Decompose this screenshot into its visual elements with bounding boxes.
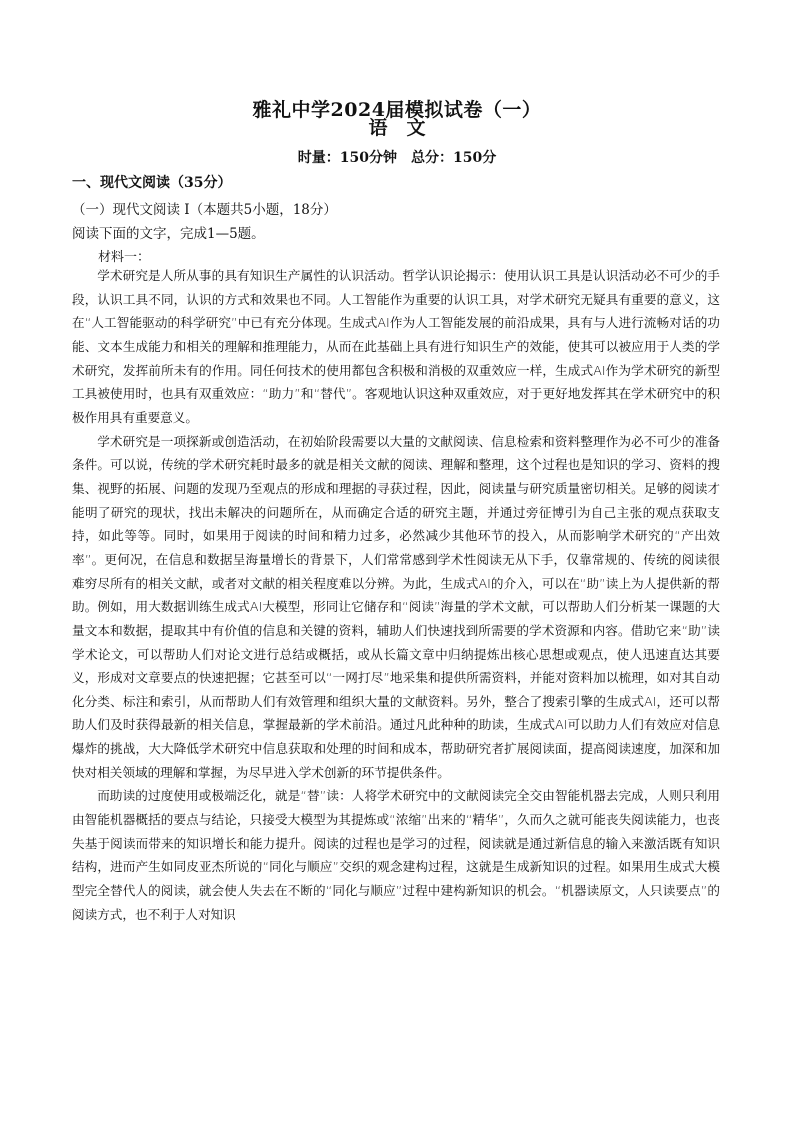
paragraph-2: 学术研究是一项探新或创造活动，在初始阶段需要以大量的文献阅读、信息检索和资料整理作为必不可少的准备条件。可以说，传统的学术研究耗时最多的就是相关文献的阅读、理解和整理，这个过程也是知识的学习、资料的搜集、视野的拓展、问题的发现乃至观点的形成和理据的寻获过程，因此，阅读量与研究质量密切相关。足够的阅读才能明了研究的现状，找出未解决的问题所在，从而确定合适的研究主题，并通过旁征博引为自己主张的观点获取支持，如此等等。同时，如果用于阅读的时间和精力过多，必然减少其他环节的投入，从而影响学术研究的“产出效率”。更何况，在信息和数据呈海量增长的背景下，人们常常感到学术性阅读无从下手，仅靠常规的、传统的阅读很难穷尽所有的相关文献，或者对文献的相关程度难以分辨。为此，生成式AI的介入，可以在“助”读上为人提供新的帮助。例如，用大数据训练生成式AI大模型，形同让它储存和“阅读”海量的学术文献，可以帮助人们分析某一课题的大量文本和数据，提取其中有价值的信息和关键的资料，辅助人们快速找到所需要的学术资源和内容。借助它来“助”读学术论文，可以帮助人们对论文进行总结或概括，或从长篇文章中归纳提炼出核心思想或观点，使人迅速直达其要义，形成对文章要点的快速把握；它甚至可以“一网打尽”地采集和提供所需资料，并能对资料加以梳理，如对其自动化分类、标注和索引，从而帮助人们有效管理和组织大量的文献资料。另外，整合了搜索引擎的生成式AI，还可以帮助人们及时获得最新的相关信息，掌握最新的学术前沿。通过凡此种种的助读，生成式AI可以助力人们有效应对信息爆炸的挑战，大大降低学术研究中信息获取和处理的时间和成本，帮助研究者扩展阅读面，提高阅读速度，加深和加快对相关领域的理解和掌握，为尽早进入学术创新的环节提供条件。 [72, 433, 720, 780]
reading-instruction: 阅读下面的文字，完成1—5题。 [72, 226, 265, 242]
exam-title: 雅礼中学2024届模拟试卷（一） [252, 99, 542, 121]
subsection-heading: （一）现代文阅读 I（本题共5小题，18分） [72, 202, 337, 218]
material-label: 材料一： [98, 250, 151, 265]
paragraph-1: 学术研究是人所从事的具有知识生产属性的认识活动。哲学认识论揭示：使用认识工具是认识活动必不可少的手段，认识工具不同，认识的方式和效果也不同。人工智能作为重要的认识工具，对学术研究无疑具有重要的意义，这在“人工智能驱动的科学研究”中已有充分体现。生成式AI作为人工智能发展的前沿成果，具有与人进行流畅对话的功能、文本生成能力和相关的理解和推理能力，从而在此基础上具有进行知识生产的效能，使其可以被应用于人类的学术研究，发挥前所未有的作用。同任何技术的使用都包含积极和消极的双重效应一样，生成式AI作为学术研究的新型工具被使用时，也具有双重效应：“助力”和“替代”。客观地认识这种双重效应，对于更好地发挥其在学术研究中的积极作用具有重要意义。 [72, 268, 720, 425]
article-body [72, 264, 720, 926]
time-and-score: 时量：150分钟 总分：150分 [297, 150, 497, 166]
subject-title: 语 文 [368, 117, 426, 139]
section-heading: 一、现代文阅读（35分） [72, 175, 232, 191]
paragraph-3: 而助读的过度使用或极端泛化，就是“替”读：人将学术研究中的文献阅读完全交由智能机器去完成，人则只利用由智能机器概括的要点与结论，只接受大模型为其提炼或“浓缩”出来的“精华”，久而久之就可能丧失阅读能力，也丧失基于阅读而带来的知识增长和能力提升。阅读的过程也是学习的过程，阅读就是通过新信息的输入来激活既有知识结构，进而产生如同皮亚杰所说的“同化与顺应”交织的观念建构过程，这就是生成新知识的过程。如果用生成式大模型完全替代人的阅读，就会使人失去在不断的“同化与顺应”过程中建构新知识的机会。“机器读原文，人只读要点”的阅读方式，也不利于人对知识 [72, 788, 720, 922]
